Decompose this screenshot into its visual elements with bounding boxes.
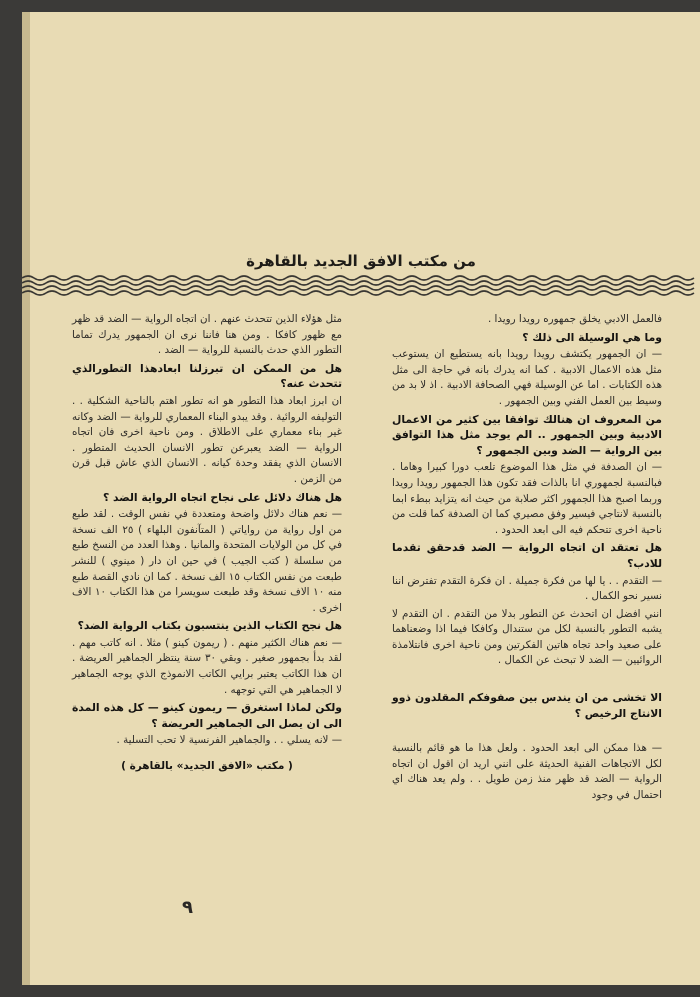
left-column	[72, 312, 342, 775]
interview-question: هل تعتقد ان اتجاه الرواية — الضد قدحقق تقدما للادب؟	[392, 541, 662, 570]
interview-answer: انني افضل ان اتحدث عن التطور بدلا من التقدم . ان التقدم لا يشبه التطور بالنسبة لكل من ستندال وكافكا فيما اذا وضعناهما على صعيد واحد تجاه هاتين الفكرتين ومن ناحية اخرى فانتلامذة الروائيين — الضد لا تبحث عن الكمال .	[392, 607, 662, 667]
interview-answer: فالعمل الادبي يخلق جمهوره رويدا رويدا .	[487, 313, 662, 325]
interview-question: هل هناك دلائل على نجاح اتجاه الرواية الضد ؟	[102, 490, 342, 504]
interview-answer: — ان الجمهور يكتشف رويدا رويدا بانه يستطيع ان يستوعب مثل هذه الاعمال الادبية . كما انه يدرك بانه في حاجة الى مثل هذه الكتابات . اما عن الوسيلة فهي الصحافة الادبية . اذ لا بد من وسيط بين العمل الفني وبين الجمهور .	[392, 348, 662, 407]
left-column-body	[72, 312, 342, 749]
interview-question: هل نجح الكتاب الذين ينتسبون بكتاب الرواية الضد؟	[77, 619, 342, 633]
interview-answer: — لانه يسلي . . والجماهير الفرنسية لا تحب التسلية .	[116, 734, 342, 747]
interview-question: وما هي الوسيلة الى ذلك ؟	[522, 330, 662, 344]
page	[22, 12, 700, 985]
right-column	[392, 312, 662, 806]
credit-line: ( مكتب «الافق الجديد» بالقاهرة )	[121, 760, 293, 773]
article-header: من مكتب الافق الجديد بالقاهرة	[246, 252, 476, 270]
interview-answer: — ان الصدفة في مثل هذا الموضوع تلعب دورا كبيرا وهاما . فبالنسبة لجمهوري انا بالذات فقد تكون هذا الجمهور رويدا رويدا وربما اصبح هذا الجمهور اكثر صلابة من حيث انه يتزايد ببطء ابما بالنسبة لانتاجي فيسير وفق مصيري كما ان الصدفة كما قلت من ناحية اخرى تتحكم فيه الى ابعد الحدود .	[392, 461, 662, 536]
interview-answer: — هذا ممكن الى ابعد الحدود . ولعل هذا ما هو قائم بالنسبة لكل الاتجاهات الفنية الحديثة على انني اريد ان اقول ان اتجاه الرواية — الضد قد ظهر منذ زمن طويل . . ولم يعد هناك اي احتمال في وجود	[392, 742, 662, 802]
interview-answer: ان ابرز ابعاد هذا التطور هو انه تطور اهتم بالناحية الشكلية . . التوليفه الروائية . وقد يبدو البناء المعماري للرواية — الضد وكانه غير بناء معماري على الاطلاق . ومن ناحية اخرى فان اتجاه الرواية — الضد يعبرعن تطور الانسان الحديث المتطور . الانسان الذي يفقد وحدة كيانه . الانسان الذي عاش قبل قرن من الزمن .	[72, 394, 342, 485]
binding-edge	[22, 12, 30, 985]
interview-answer: — نعم هناك الكثير منهم . ( ريمون كينو ) مثلا . انه كاتب مهم . لقد بدأ بجمهور صغير . وبقي ٣٠ سنة ينتظر الجماهير العريضة . ان هذا الكاتب يعتبر برايي الكاتب الانموذج الذي يوجه الجماهير لا الجماهير هي التي توجهه .	[72, 636, 342, 696]
interview-question: هل من الممكن ان تبرزلنا ابعادهذا التطورالذي تتحدث عنه؟	[72, 361, 342, 391]
interview-question: من المعروف ان هنالك توافقا بين كثير من الاعمال الادبية وبين الجمهور .. الم يوجد مثل هذا التوافق بين الرواية — الضد وبين الجمهور ؟	[392, 412, 662, 457]
page-number: ٩	[182, 897, 193, 918]
interview-question: الا تخشى من ان يندس بين صفوفكم المقلدون ذوو الانتاج الرخيص ؟	[392, 691, 662, 720]
interview-answer: — نعم هناك دلائل واضحة ومتعددة في نفس الوقت . لقد طبع من اول رواية من رواياتي ( المتآنفون البلهاء ) ٢٥ الف نسخة في كل من الولايات المتحدة والمانيا . وهذا العدد من النسخ طبع من سلسلة ( كتب الجيب ) في حين ان دار ( مينوي ) للنشر طبعت من نفس الكتاب ١٥ الف نسخة . كما ان نادي القصة طبع منه ١٠ الاف نسخة وقد طبعت سويسرا من هذا الكتاب ١٠ الاف اخرى .	[72, 508, 342, 614]
paragraph-gap	[392, 723, 662, 741]
wavy-rule	[22, 274, 700, 296]
interview-answer: مثل هؤلاء الذين تتحدث عنهم . ان اتجاه الرواية — الضد قد ظهر مع ظهور كافكا . ومن هنا فاننا نرى ان الجمهور يدرك تماما التطور الذي حدث بالنسبة للرواية — الضد .	[72, 313, 342, 357]
interview-question: ولكن لماذا استغرق — ريمون كينو — كل هذه المدة الى ان يصل الى الجماهير العريضة ؟	[72, 701, 342, 730]
interview-answer: — التقدم . . يا لها من فكرة جميلة . ان فكرة التقدم تفترض اننا نسير نحو الكمال .	[392, 574, 662, 603]
paragraph-gap	[392, 671, 662, 689]
